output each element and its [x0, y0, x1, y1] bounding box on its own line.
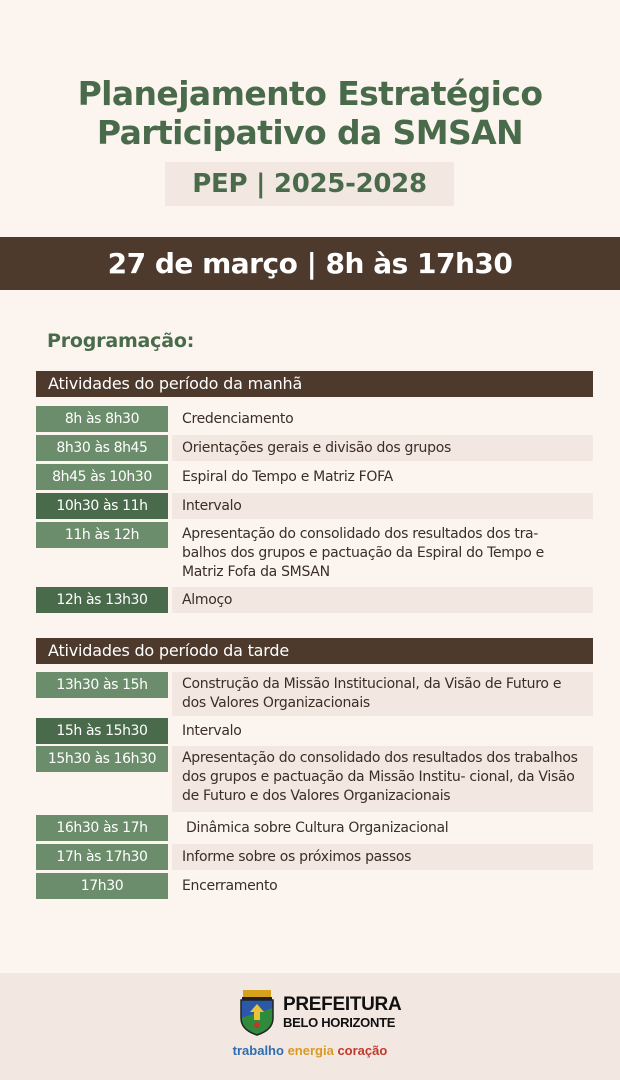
- time-badge: 17h às 17h30: [36, 844, 168, 870]
- logo-wordmark: [283, 995, 401, 1031]
- schedule-row: [36, 464, 593, 490]
- logo-line-2: BELO HORIZONTE: [283, 1015, 396, 1030]
- morning-section-header: Atividades do período da manhã: [36, 371, 593, 397]
- activity-description: Dinâmica sobre Cultura Organizacional: [186, 820, 449, 836]
- activity-description: Orientações gerais e divisão dos grupos: [172, 435, 593, 461]
- schedule-row: [36, 815, 593, 841]
- time-badge: 8h45 às 10h30: [36, 464, 168, 490]
- activity-description: Apresentação do consolidado dos resultados dos tra- balhos dos grupos e pactuação da Espiral do Tempo e Matriz Fofa da SMSAN: [182, 526, 544, 580]
- time-badge: 15h às 15h30: [36, 718, 168, 744]
- activity-description: Encerramento: [182, 878, 278, 894]
- activity-description: Almoço: [172, 587, 593, 613]
- time-badge: 8h às 8h30: [36, 406, 168, 432]
- activity-description: Intervalo: [172, 493, 593, 519]
- tagline-word-3: coração: [337, 1043, 388, 1058]
- subtitle-badge: PEP | 2025-2028: [165, 162, 454, 206]
- schedule-row: [36, 406, 593, 432]
- tagline-word-1: trabalho: [232, 1043, 284, 1058]
- schedule-row: [36, 587, 593, 613]
- date-banner: 27 de março | 8h às 17h30: [0, 237, 620, 290]
- activity-description: Informe sobre os próximos passos: [172, 844, 593, 870]
- time-badge: 10h30 às 11h: [36, 493, 168, 519]
- activity-description: Espiral do Tempo e Matriz FOFA: [182, 469, 393, 485]
- city-crest-icon: [238, 990, 276, 1036]
- activity-description: Credenciamento: [182, 411, 294, 427]
- title-line-2: Participativo da SMSAN: [96, 113, 524, 152]
- activity-description: Apresentação do consolidado dos resultados dos trabalhos dos grupos e pactuação da Missão Institu- cional, da Visão de Futuro e dos Valores Organizacionais: [172, 746, 593, 812]
- time-badge: 15h30 às 16h30: [36, 746, 168, 772]
- schedule-row: [36, 435, 593, 461]
- time-badge: 16h30 às 17h: [36, 815, 168, 841]
- schedule-row: [36, 522, 593, 584]
- time-badge: 11h às 12h: [36, 522, 168, 548]
- time-badge: 17h30: [36, 873, 168, 899]
- activity-description: Intervalo: [182, 723, 242, 739]
- program-heading: Programação:: [47, 330, 195, 352]
- schedule-row: [36, 718, 593, 744]
- logo-line-1: PREFEITURA: [283, 994, 402, 1015]
- afternoon-section-header: Atividades do período da tarde: [36, 638, 593, 664]
- time-badge: 13h30 às 15h: [36, 672, 168, 698]
- schedule-row: [36, 493, 593, 519]
- time-badge: 12h às 13h30: [36, 587, 168, 613]
- time-badge: 8h30 às 8h45: [36, 435, 168, 461]
- schedule-row: [36, 746, 593, 812]
- title-line-1: Planejamento Estratégico: [77, 74, 543, 113]
- tagline: [0, 1043, 620, 1059]
- page-title: [0, 74, 620, 152]
- schedule-row: [36, 873, 593, 899]
- tagline-word-2: energia: [287, 1043, 334, 1058]
- activity-description: Construção da Missão Institucional, da Visão de Futuro e dos Valores Organizacionais: [172, 672, 593, 716]
- schedule-row: [36, 844, 593, 870]
- schedule-row: [36, 672, 593, 716]
